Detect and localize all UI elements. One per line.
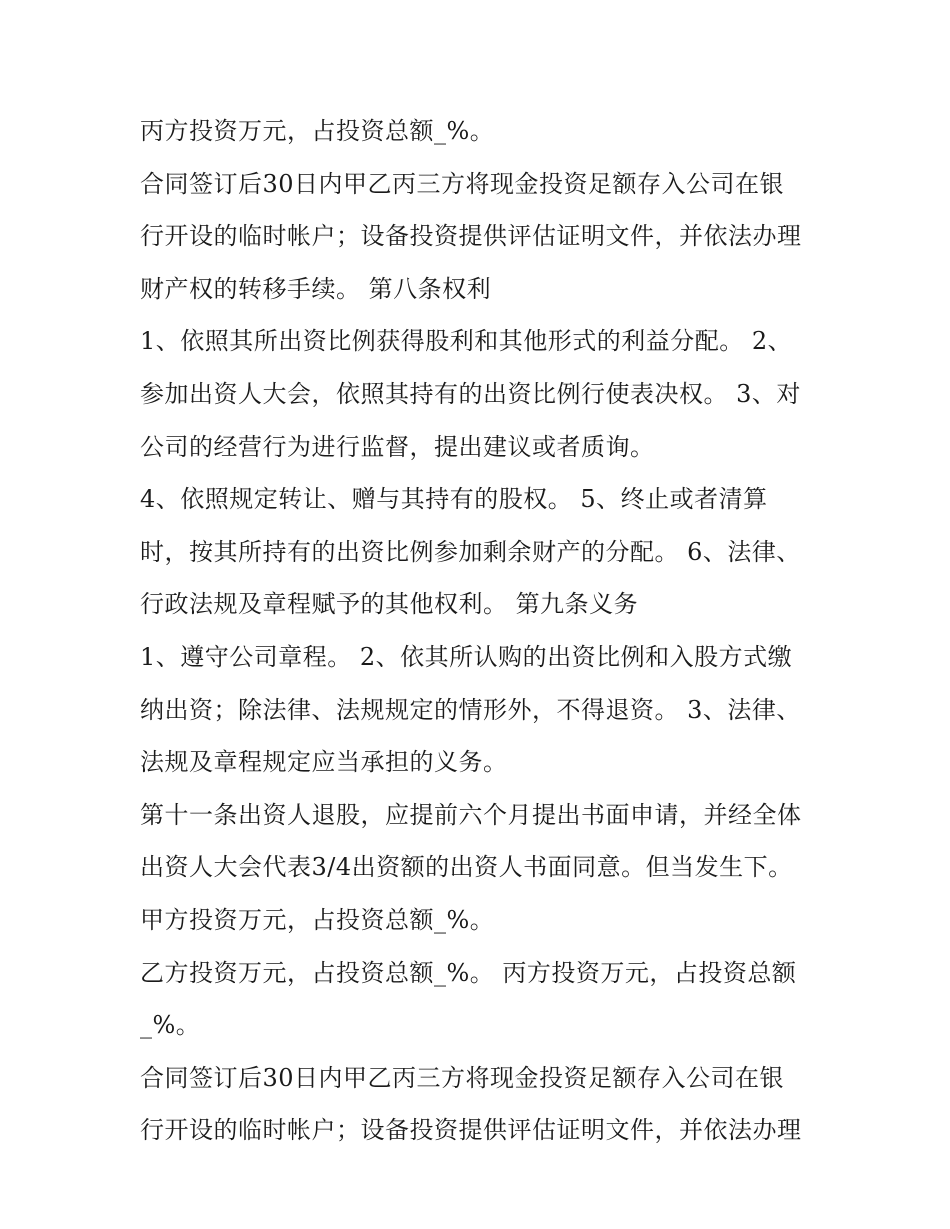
text-line: 财产权的转移手续。 第八条权利 <box>140 274 492 303</box>
text-line: _%。 <box>140 1011 201 1040</box>
text-line: 出资人大会代表3/4出资额的出资人书面同意。但当发生下。 <box>140 853 793 882</box>
text-line: 1、遵守公司章程。 2、依其所认购的出资比例和入股方式缴 <box>140 642 793 671</box>
text-line: 时，按其所持有的出资比例参加剩余财产的分配。 6、法律、 <box>140 537 801 566</box>
text-line: 参加出资人大会，依照其持有的出资比例行使表决权。 3、对 <box>140 379 801 408</box>
text-line: 行开设的临时帐户；设备投资提供评估证明文件，并依法办理 <box>140 1116 802 1145</box>
text-line: 公司的经营行为进行监督，提出建议或者质询。 <box>140 432 655 461</box>
text-line: 合同签订后30日内甲乙丙三方将现金投资足额存入公司在银 <box>140 1063 785 1092</box>
text-line: 行政法规及章程赋予的其他权利。 第九条义务 <box>140 590 639 619</box>
text-line: 第十一条出资人退股，应提前六个月提出书面申请，并经全体 <box>140 800 802 829</box>
text-line: 纳出资；除法律、法规规定的情形外，不得退资。 3、法律、 <box>140 695 801 724</box>
text-line: 合同签订后30日内甲乙丙三方将现金投资足额存入公司在银 <box>140 169 785 198</box>
text-line: 乙方投资万元，占投资总额_%。 丙方投资万元，占投资总额 <box>140 958 797 987</box>
text-line: 甲方投资万元，占投资总额_%。 <box>140 905 495 934</box>
text-line: 行开设的临时帐户；设备投资提供评估证明文件，并依法办理 <box>140 222 802 251</box>
text-line: 法规及章程规定应当承担的义务。 <box>140 748 508 777</box>
text-line: 1、依照其所出资比例获得股利和其他形式的利益分配。 2、 <box>140 327 793 356</box>
document-body <box>140 105 830 1157</box>
text-line: 4、依照规定转让、赠与其持有的股权。 5、终止或者清算 <box>140 485 768 514</box>
text-line: 丙方投资万元，占投资总额_%。 <box>140 117 495 145</box>
